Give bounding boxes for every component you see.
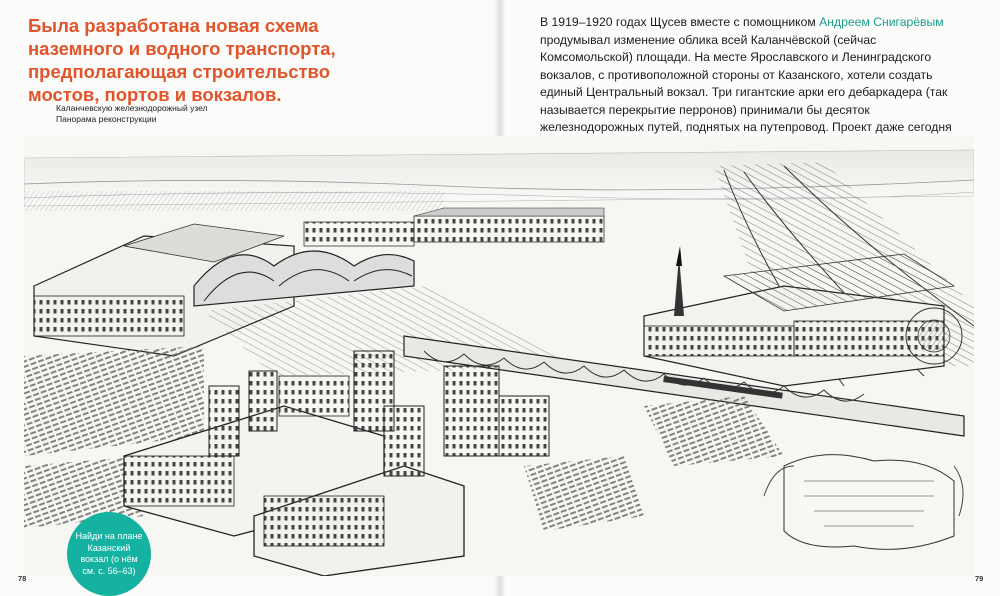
body-text-start: В 1919–1920 годах Щусев вместе с помощником	[540, 15, 820, 29]
callout-text: Найди на плане Казанский вокзал (о нём см. с. 56–63)	[75, 531, 143, 576]
highlighted-name: Андреем Снигарёвым	[819, 15, 944, 29]
railway-junction-panorama	[24, 136, 974, 576]
find-kazansky-callout	[67, 512, 151, 596]
page-number-left: 78	[18, 574, 27, 583]
page-number-right: 79	[975, 574, 984, 583]
body-paragraph	[540, 14, 960, 154]
headline: Была разработана новая схема наземного и водного транспорта, предполагающая строительство мостов, портов и вокзалов.	[28, 15, 336, 105]
caption-line-2: Панорама реконструкции	[56, 114, 157, 124]
body-text-end: продумывал изменение облика всей Каланчёвской (сейчас Комсомольской) площади. На месте Ярославского и Ленинградского вокзалов, с противоположной стороны от Казанского, хотели создать единый Центральный вокзал. Три гигантские арки его дебаркадера (так называется перекрытие перронов) принимали бы десяток железнодорожных путей, поднятых на путепровод. Проект даже сегодня	[540, 32, 952, 134]
caption-line-1: Каланчевскую железнодорожный узел	[56, 103, 208, 113]
illustration-caption	[56, 103, 208, 125]
